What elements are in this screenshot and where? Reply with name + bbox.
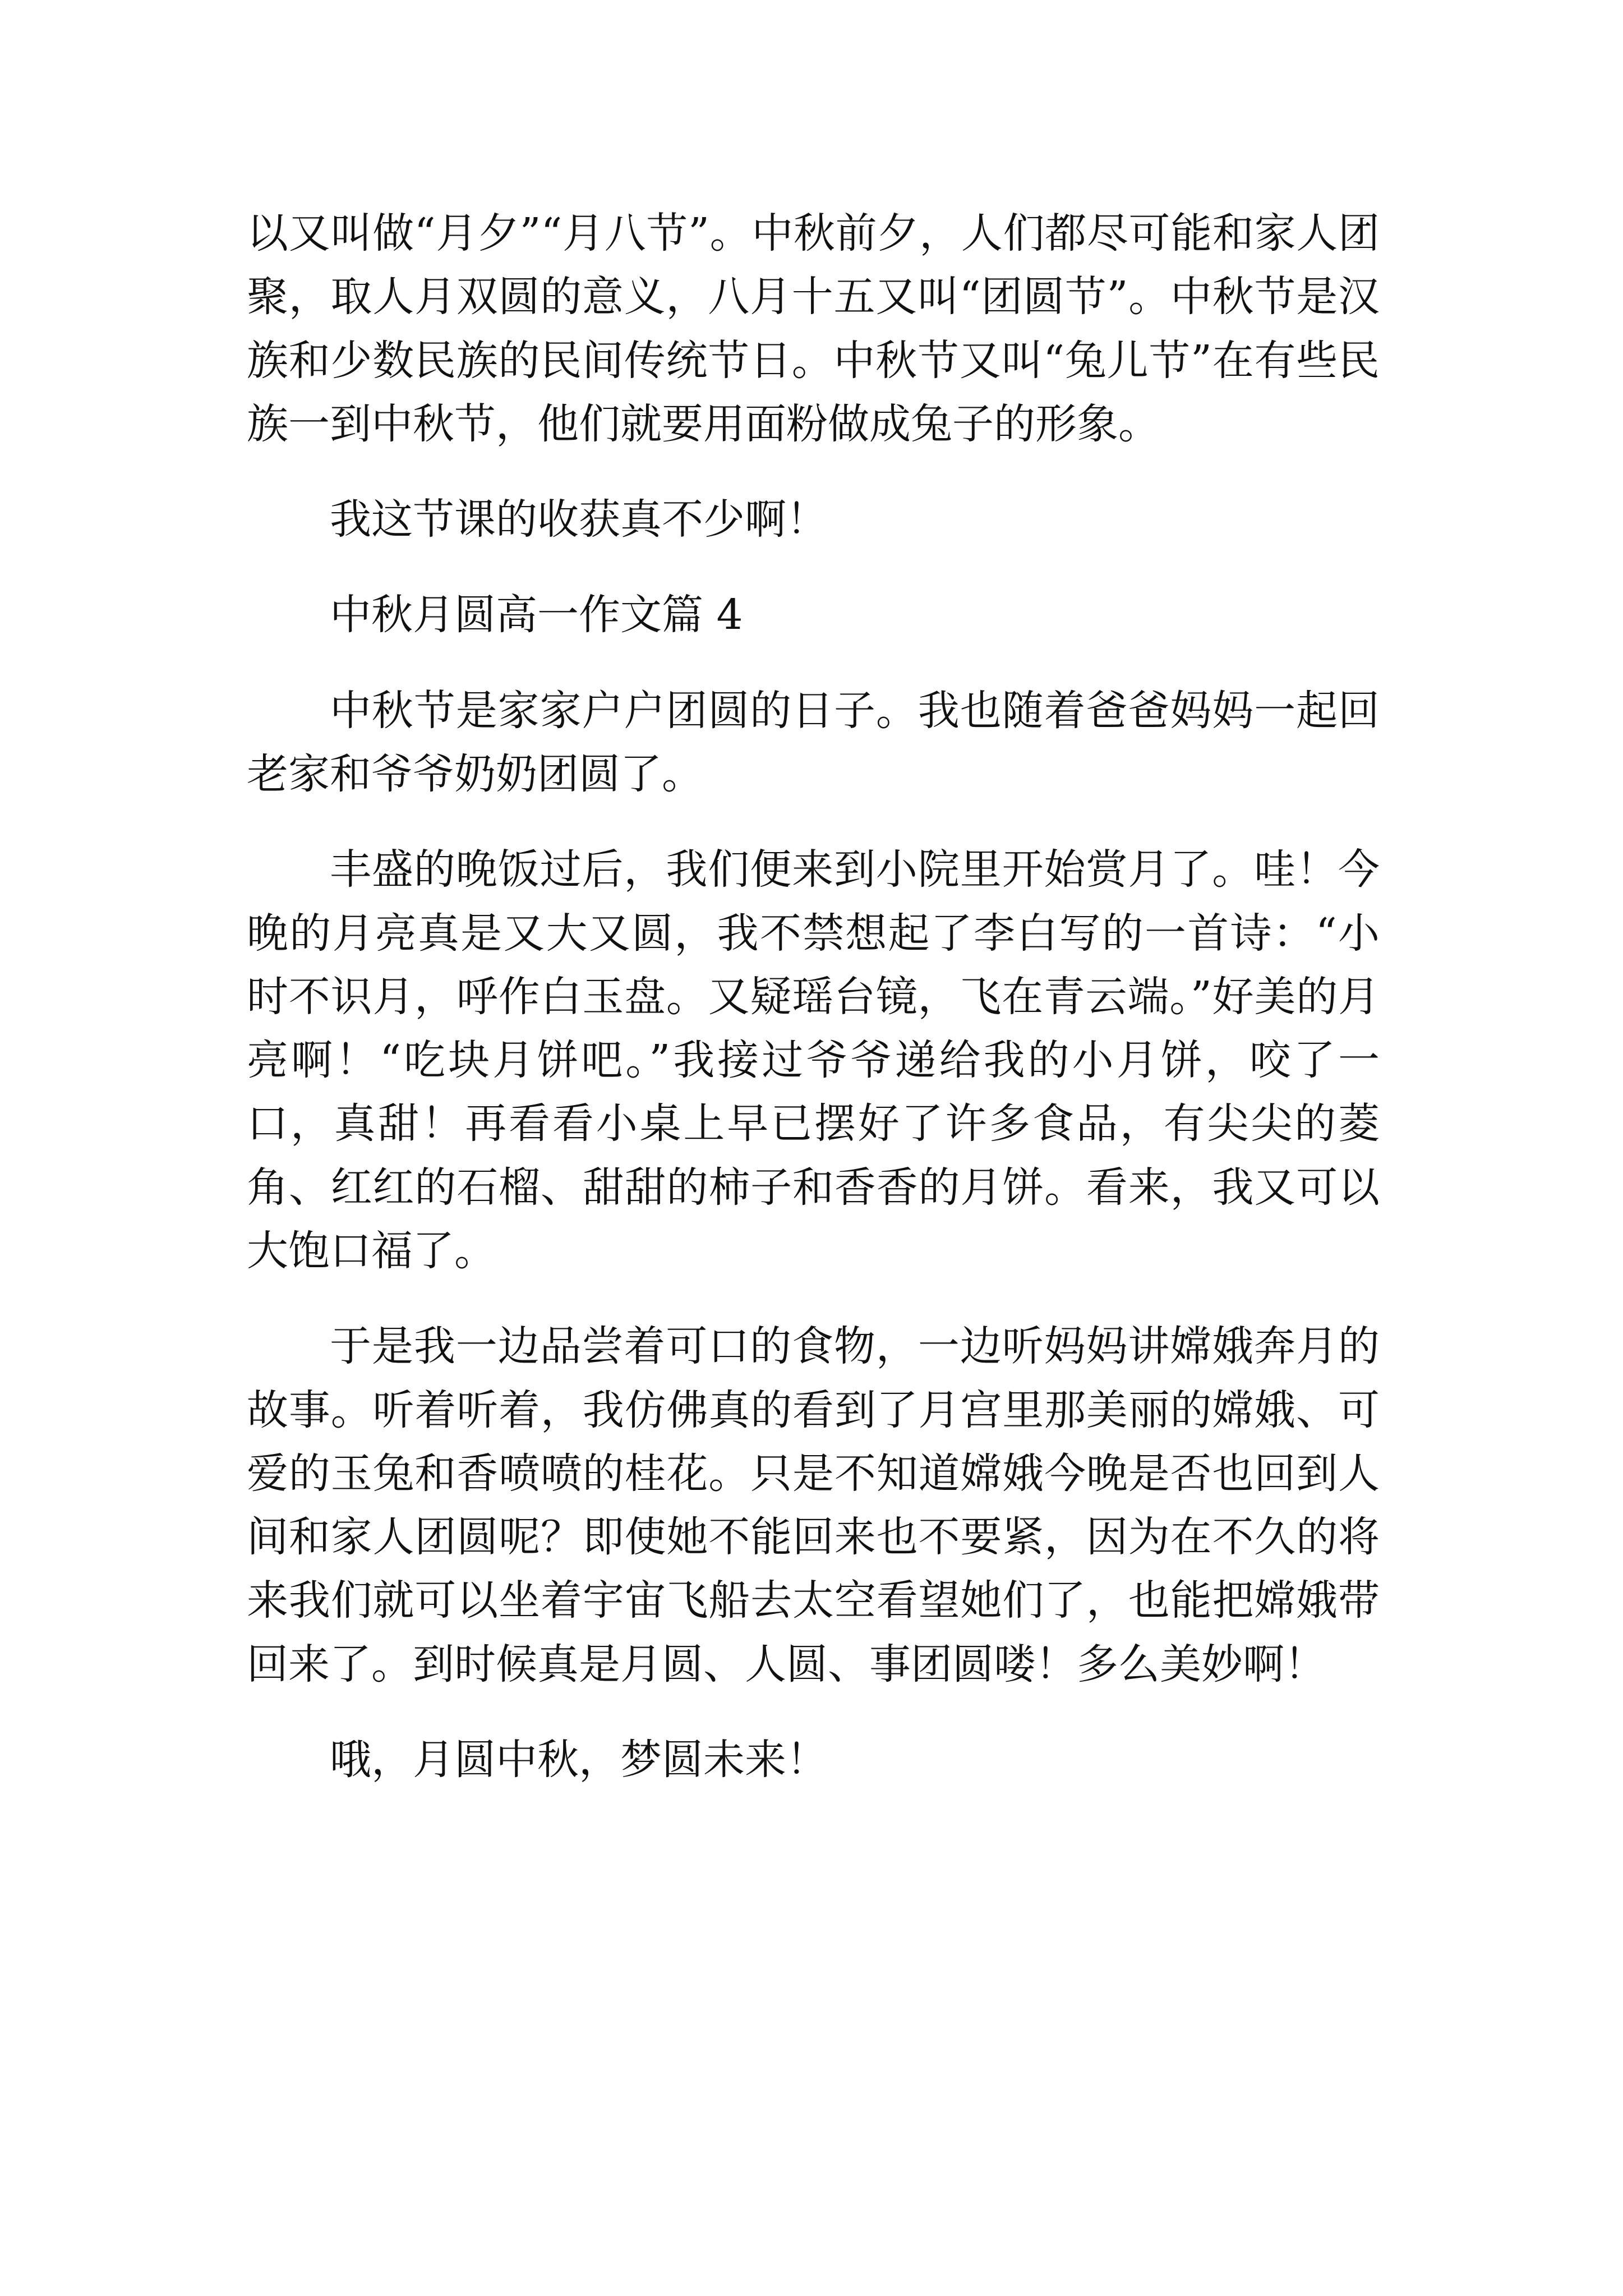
document-body: [247, 202, 1380, 1824]
paragraph-harvest: 我这节课的收获真不少啊！: [330, 495, 828, 544]
paragraph-change-story: 于是我一边品尝着可口的食物，一边听妈妈讲嫦娥奔月的故事。听着听着，我仿佛真的看到了月宫里那美丽的嫦娥、可爱的玉兔和香喷喷的桂花。只是不知道嫦娥今晚是否也回到人间和家人团圆呢？即使她不能回来也不要紧，因为在不久的将来我们就可以坐着宇宙飞船去太空看望她们了，也能把嫦娥带回来了。到时候真是月圆、人圆、事团圆喽！多么美妙啊！: [247, 1322, 1380, 1688]
paragraph-reunion: 中秋节是家家户户团圆的日子。我也随着爸爸妈妈一起回老家和爷爷奶奶团圆了。: [247, 686, 1380, 798]
paragraph-continuation: 以又叫做“月夕”“月八节”。中秋前夕，人们都尽可能和家人团聚，取人月双圆的意义，八月十五又叫“团圆节”。中秋节是汉族和少数民族的民间传统节日。中秋节又叫“兔儿节”在有些民族一到中秋节，他们就要用面粉做成兔子的形象。: [247, 209, 1380, 448]
section-heading: 中秋月圆高一作文篇 4: [330, 591, 743, 639]
paragraph-moon-viewing: 丰盛的晚饭过后，我们便来到小院里开始赏月了。哇！今晚的月亮真是又大又圆，我不禁想起了李白写的一首诗：“小时不识月，呼作白玉盘。又疑瑶台镜，飞在青云端。”好美的月亮啊！“吃块月饼吧。”我接过爷爷递给我的小月饼，咬了一口，真甜！再看看小桌上早已摆好了许多食品，有尖尖的菱角、红红的石榴、甜甜的柿子和香香的月饼。看来，我又可以大饱口福了。: [247, 845, 1380, 1275]
paragraph-closing: 哦，月圆中秋，梦圆未来！: [330, 1735, 828, 1784]
